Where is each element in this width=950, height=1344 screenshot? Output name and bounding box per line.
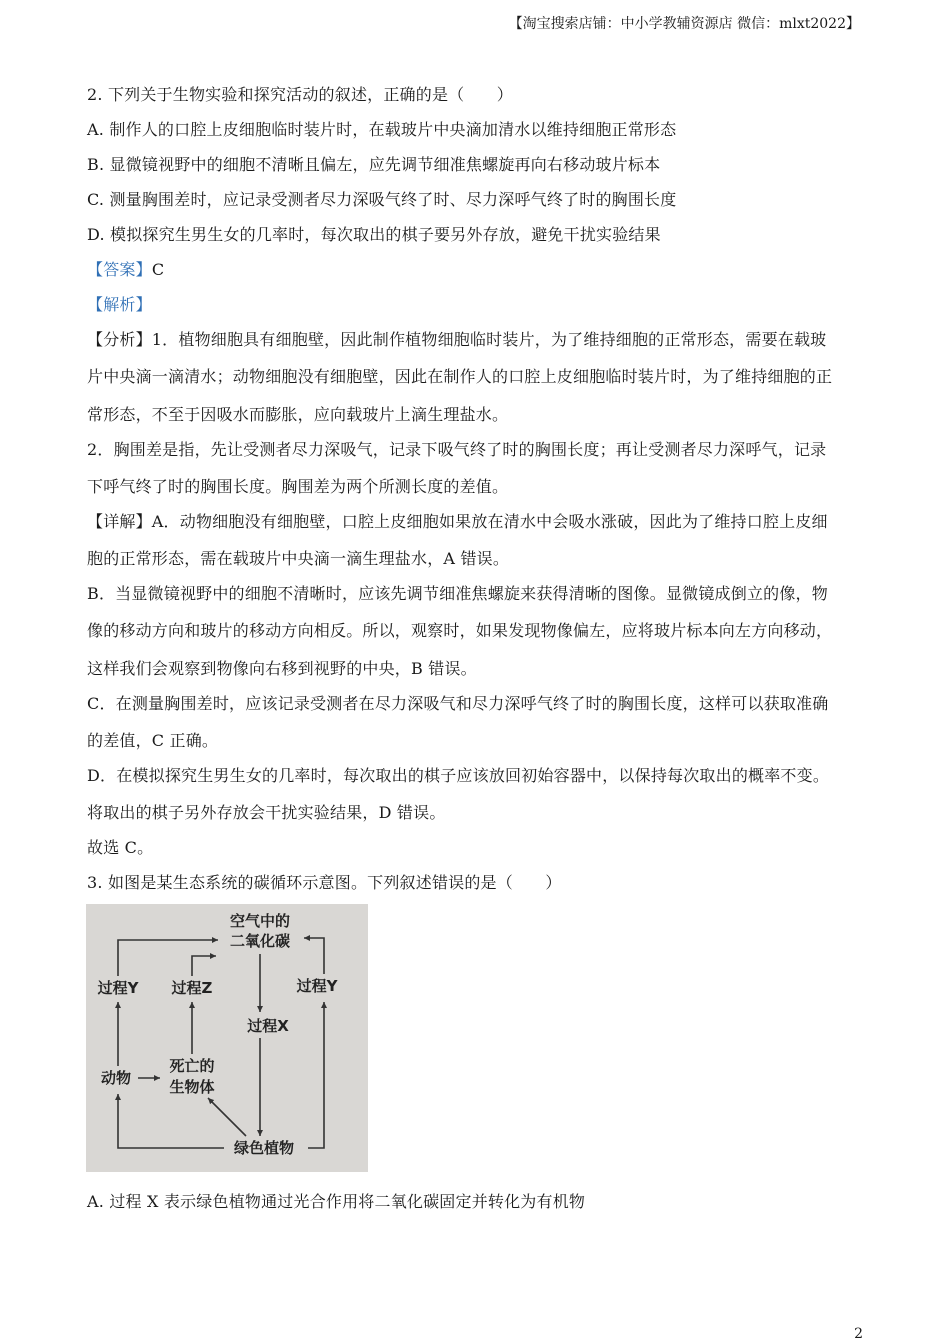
- analysis-line: 下呼气终了时的胸围长度。胸围差为两个所测长度的差值。: [87, 477, 509, 496]
- analysis-line: 胞的正常形态，需在载玻片中央滴一滴生理盐水，A 错误。: [87, 549, 510, 568]
- co2-label-line2: 二氧化碳: [229, 932, 291, 950]
- analysis-line: 片中央滴一滴清水；动物细胞没有细胞壁，因此在制作人的口腔上皮细胞临时装片时，为了维持细胞的正: [87, 367, 833, 386]
- analysis-line: 2．胸围差是指，先让受测者尽力深吸气，记录下吸气终了时的胸围长度；再让受测者尽力深呼气，记录: [87, 440, 827, 459]
- dead-organism-line1: 死亡的: [169, 1057, 215, 1075]
- process-y-left: 过程Y: [97, 979, 139, 997]
- analysis-line: D．在模拟探究生男生女的几率时，每次取出的棋子应该放回初始容器中，以保持每次取出的概率不变。: [87, 766, 830, 785]
- q2-option-d: D. 模拟探究生男生女的几率时，每次取出的棋子要另外存放，避免干扰实验结果: [87, 225, 661, 244]
- q2-option-a: A. 制作人的口腔上皮细胞临时装片时，在载玻片中央滴加清水以维持细胞正常形态: [87, 120, 677, 139]
- q3-option-a: A. 过程 X 表示绿色植物通过光合作用将二氧化碳固定并转化为有机物: [87, 1192, 586, 1211]
- process-z: 过程Z: [171, 979, 213, 997]
- analysis-line: 这样我们会观察到物像向右移到视野的中央，B 错误。: [87, 659, 477, 678]
- analysis-line: 将取出的棋子另外存放会干扰实验结果，D 错误。: [87, 803, 446, 822]
- analysis-line: B．当显微镜视野中的细胞不清晰时，应该先调节细准焦螺旋来获得清晰的图像。显微镜成倒立的像，物: [87, 584, 828, 603]
- process-x: 过程X: [247, 1017, 289, 1035]
- q2-answer: [87, 257, 164, 280]
- analysis-line: C．在测量胸围差时，应该记录受测者在尽力深吸气和尽力深呼气终了时的胸围长度，这样可以获取准确: [87, 694, 829, 713]
- analysis-line: 故选 C。: [87, 838, 154, 857]
- analysis-line: 常形态，不至于因吸水而膨胀，应向载玻片上滴生理盐水。: [87, 405, 509, 424]
- analysis-line: 【详解】A．动物细胞没有细胞壁，口腔上皮细胞如果放在清水中会吸水涨破，因此为了维持口腔上皮细: [87, 512, 828, 531]
- page-number: 2: [854, 1326, 863, 1342]
- dead-organism-line2: 生物体: [169, 1078, 215, 1096]
- q2-option-b: B. 显微镜视野中的细胞不清晰且偏左，应先调节细准焦螺旋再向右移动玻片标本: [87, 155, 661, 174]
- q3-stem: 3. 如图是某生态系统的碳循环示意图。下列叙述错误的是（ ）: [87, 873, 562, 892]
- answer-value: C: [151, 260, 165, 279]
- analysis-tag: 【解析】: [87, 295, 152, 314]
- carbon-cycle-diagram: [86, 904, 368, 1172]
- analysis-line: 像的移动方向和玻片的移动方向相反。所以，观察时，如果发现物像偏左，应将玻片标本向左方向移动，: [87, 621, 833, 640]
- page-header: 【淘宝搜索店铺：中小学教辅资源店 微信：mlxt2022】: [508, 16, 860, 32]
- q2-stem: 2. 下列关于生物实验和探究活动的叙述，正确的是（ ）: [87, 85, 513, 104]
- q2-option-c: C. 测量胸围差时，应记录受测者尽力深吸气终了时、尽力深呼气终了时的胸围长度: [87, 190, 677, 209]
- analysis-line: 【分析】1．植物细胞具有细胞壁，因此制作植物细胞临时装片，为了维持细胞的正常形态，需要在载玻: [87, 330, 827, 349]
- answer-tag: 【答案】: [87, 260, 152, 279]
- analysis-line: 的差值，C 正确。: [87, 731, 219, 750]
- animal-node: 动物: [100, 1069, 132, 1087]
- process-y-right: 过程Y: [296, 977, 338, 995]
- green-plant-node: 绿色植物: [233, 1139, 295, 1157]
- co2-label-line1: 空气中的: [229, 912, 291, 930]
